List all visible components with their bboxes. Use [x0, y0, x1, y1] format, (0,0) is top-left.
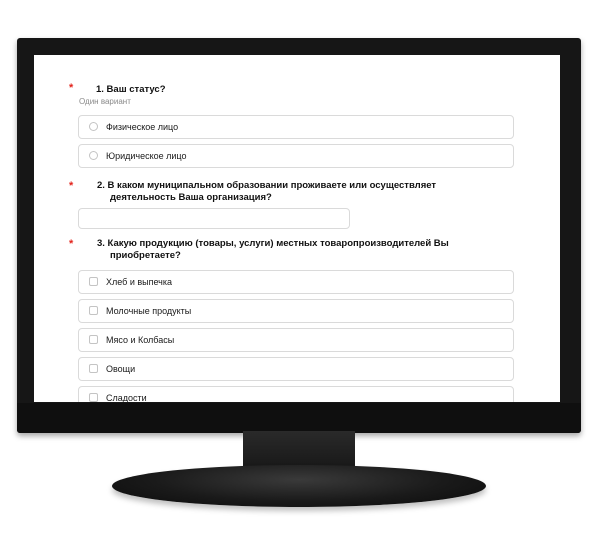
radio-button[interactable]	[89, 151, 98, 160]
question-3-title-line-2: приобретаете?	[110, 250, 181, 261]
question-1-hint: Один вариант	[79, 97, 131, 106]
checkbox[interactable]	[89, 393, 98, 402]
option-label: Молочные продукты	[106, 306, 192, 316]
option-legal-entity[interactable]	[78, 144, 514, 168]
option-physical-person[interactable]	[78, 115, 514, 139]
radio-button[interactable]	[89, 122, 98, 131]
question-2-title-line-1: 2. В каком муниципальном образовании проживаете или осуществляет	[97, 180, 437, 191]
option-meat-sausages[interactable]	[78, 328, 514, 352]
option-label: Юридическое лицо	[106, 151, 187, 161]
municipality-input[interactable]	[78, 208, 350, 229]
option-label: Сладости	[106, 393, 147, 402]
monitor-stand-base	[112, 465, 486, 507]
question-1-title: 1. Ваш статус?	[96, 84, 166, 95]
option-sweets[interactable]	[78, 386, 514, 402]
option-vegetables[interactable]	[78, 357, 514, 381]
question-2-title	[97, 180, 436, 204]
option-dairy-products[interactable]	[78, 299, 514, 323]
required-asterisk: *	[69, 238, 74, 250]
monitor-bezel-bottom	[17, 403, 581, 433]
question-2-title-line-2: деятельность Ваша организация?	[110, 192, 272, 203]
required-asterisk: *	[69, 180, 74, 192]
required-asterisk: *	[69, 82, 74, 94]
question-3-title-line-1: 3. Какую продукцию (товары, услуги) местных товаропроизводителей Вы	[97, 238, 449, 249]
option-label: Физическое лицо	[106, 122, 179, 132]
checkbox[interactable]	[89, 277, 98, 286]
option-label: Овощи	[106, 364, 136, 374]
option-label: Мясо и Колбасы	[106, 335, 175, 345]
option-bread-pastry[interactable]	[78, 270, 514, 294]
option-label: Хлеб и выпечка	[106, 277, 173, 287]
question-3-title	[97, 238, 449, 262]
checkbox[interactable]	[89, 335, 98, 344]
checkbox[interactable]	[89, 306, 98, 315]
monitor-screen	[34, 55, 560, 402]
checkbox[interactable]	[89, 364, 98, 373]
